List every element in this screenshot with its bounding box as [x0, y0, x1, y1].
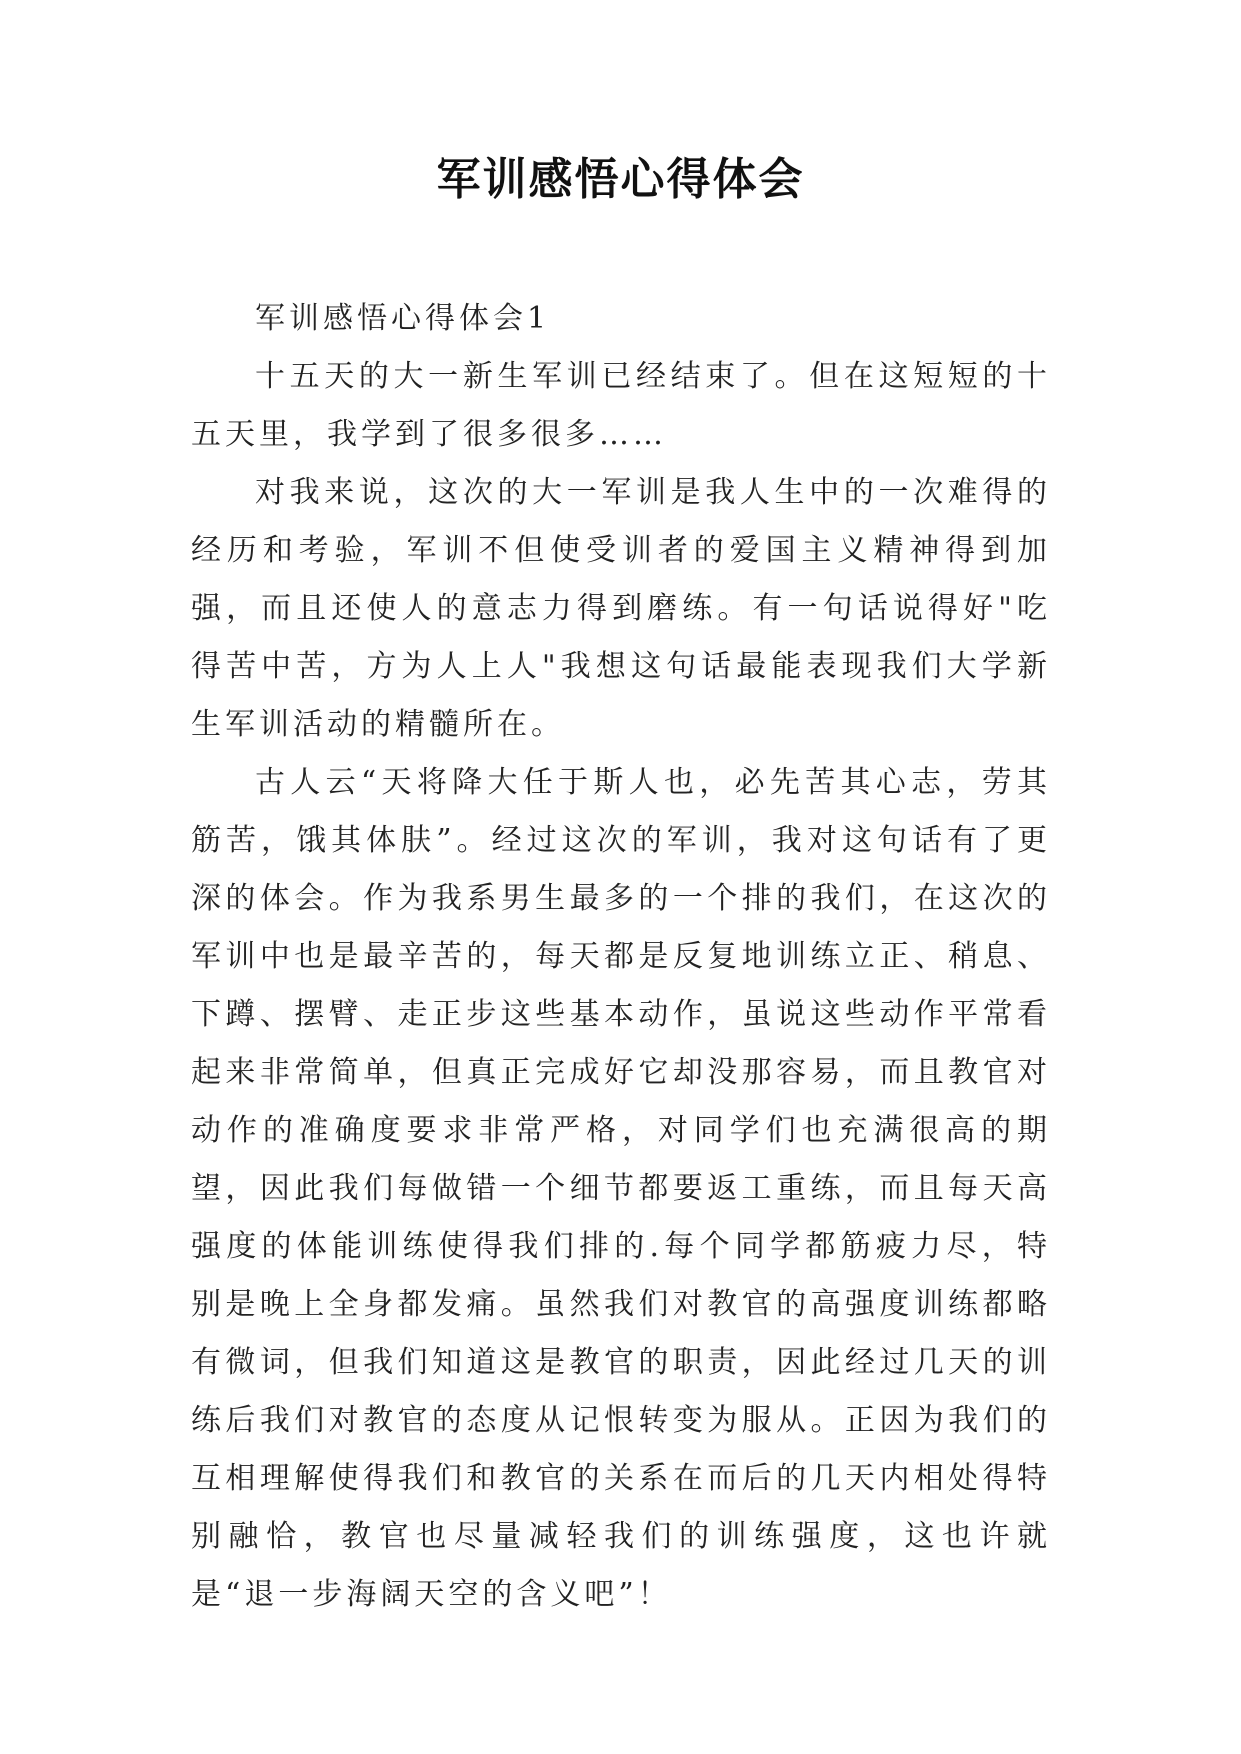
paragraph-subtitle: 军训感悟心得体会1 — [255, 301, 551, 336]
paragraph: 十五天的大一新生军训已经结束了。但在这短短的十五天里，我学到了很多很多…… — [191, 359, 1051, 452]
document-title: 军训感悟心得体会 — [436, 154, 805, 205]
paragraph: 对我来说，这次的大一军训是我人生中的一次难得的经历和考验，军训不但使受训者的爱国主义精神得到加强，而且还使人的意志力得到磨练。有一句话说得好"吃得苦中苦，方为人上人"我想这句话最能表现我们大学新生军训活动的精髓所在。 — [191, 475, 1051, 742]
document-body — [191, 290, 1051, 1624]
paragraph: 古人云“天将降大任于斯人也，必先苦其心志，劳其筋苦，饿其体肤”。经过这次的军训，我对这句话有了更深的体会。作为我系男生最多的一个排的我们，在这次的军训中也是最辛苦的，每天都是反复地训练立正、稍息、下蹲、摆臂、走正步这些基本动作，虽说这些动作平常看起来非常简单，但真正完成好它却没那容易，而且教官对动作的准确度要求非常严格，对同学们也充满很高的期望，因此我们每做错一个细节都要返工重练，而且每天高强度的体能训练使得我们排的.每个同学都筋疲力尽，特别是晚上全身都发痛。虽然我们对教官的高强度训练都略有微词，但我们知道这是教官的职责，因此经过几天的训练后我们对教官的态度从记恨转变为服从。正因为我们的互相理解使得我们和教官的关系在而后的几天内相处得特别融恰，教官也尽量减轻我们的训练强度，这也许就是“退一步海阔天空的含义吧”！ — [191, 765, 1051, 1612]
